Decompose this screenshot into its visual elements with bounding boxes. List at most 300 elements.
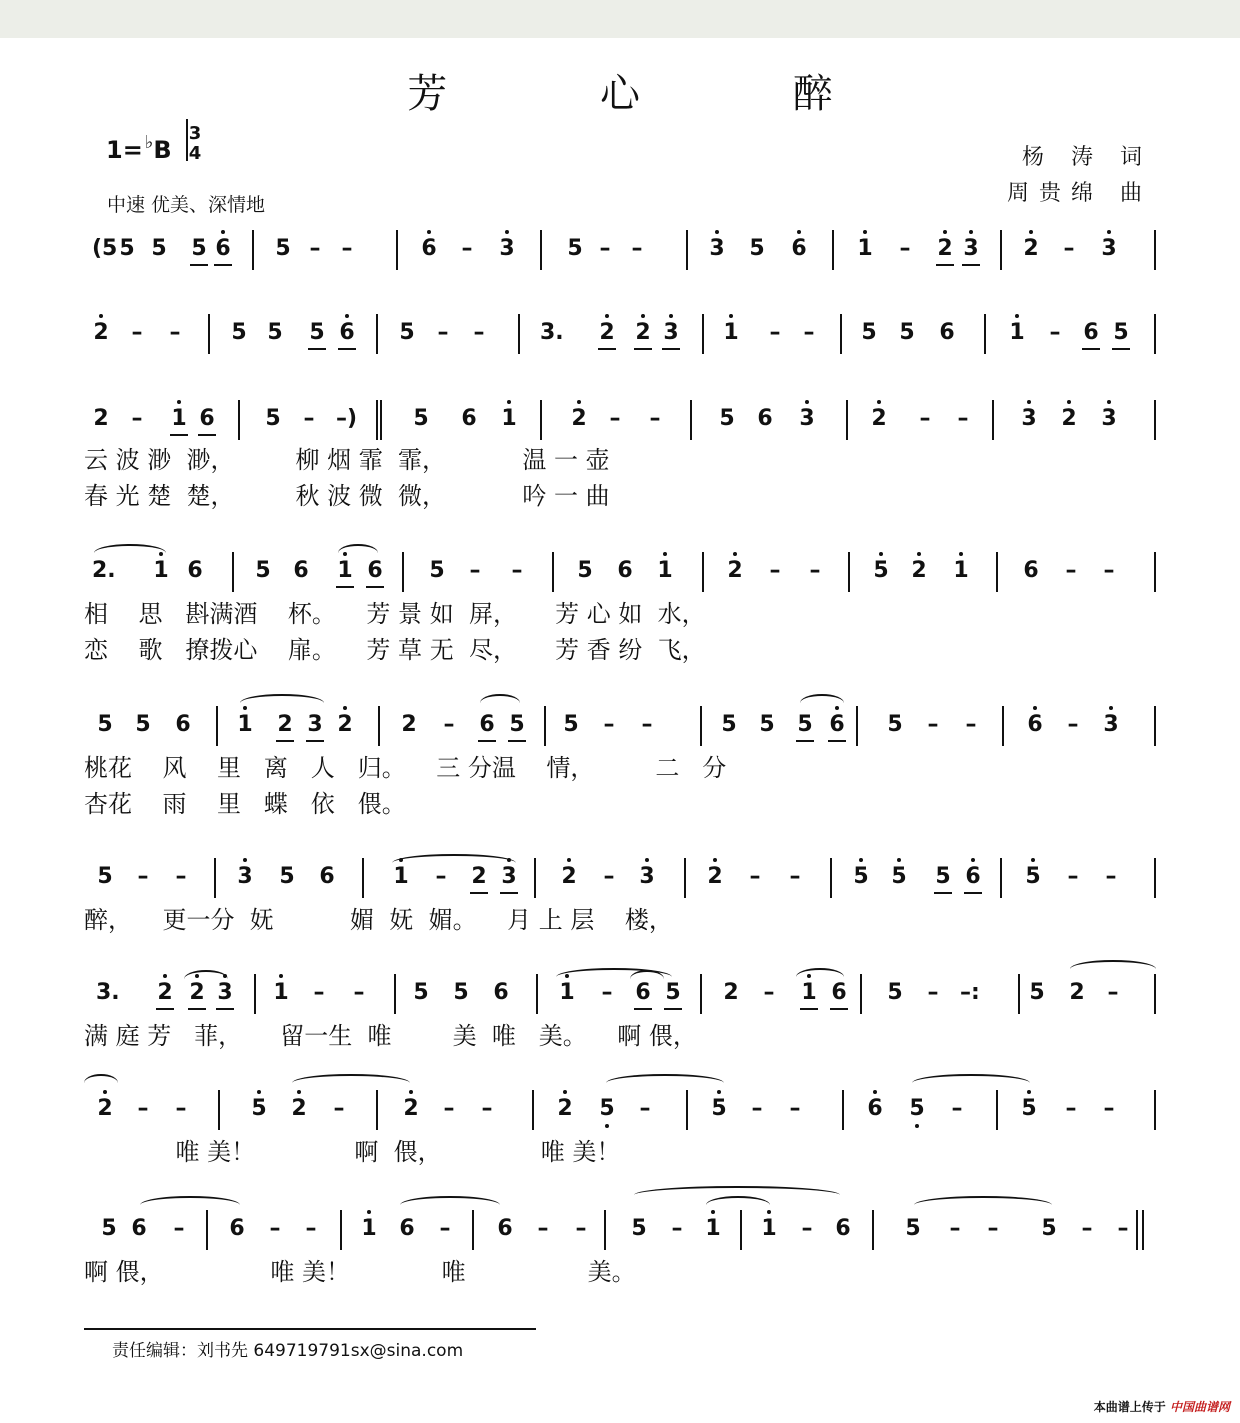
slur-mark: [94, 544, 166, 562]
bar-line: [208, 314, 210, 354]
beam-underline: [214, 264, 232, 266]
bar-line: [216, 706, 218, 746]
lyricist-credit: 杨 涛 词: [1022, 145, 1152, 170]
lyrics-line: 相 思 斟满酒 杯。 芳 景 如 屏， 芳 心 如 水，: [84, 600, 706, 628]
high-octave-dot: [577, 400, 581, 404]
time-signature: [186, 124, 204, 164]
score-note: 3: [498, 236, 516, 261]
time-bottom: 4: [188, 143, 202, 164]
bar-line: [552, 552, 554, 592]
score-note: 1: [272, 980, 290, 1005]
slur-mark: [800, 694, 844, 712]
beam-underline: [598, 348, 616, 350]
score-note: 2: [93, 406, 109, 431]
bar-line: [872, 1210, 874, 1250]
score-note: 6: [319, 864, 335, 889]
slur-mark: [338, 544, 378, 562]
score-note: 2: [401, 712, 417, 737]
top-band: [0, 0, 1240, 38]
score-note: 1: [704, 1216, 722, 1241]
score-note: –: [749, 864, 761, 889]
score-note: 5: [267, 320, 283, 345]
slur-mark: [184, 970, 228, 988]
score-note: –: [469, 558, 481, 583]
score-note: 5: [101, 1216, 117, 1241]
score-note: 2: [156, 980, 174, 1005]
score-note: 5: [710, 1096, 728, 1121]
high-octave-dot: [507, 400, 511, 404]
beam-underline: [800, 1008, 818, 1010]
high-octave-dot: [641, 314, 645, 318]
beam-underline: [198, 434, 216, 436]
high-octave-dot: [873, 1090, 877, 1094]
high-octave-dot: [645, 858, 649, 862]
score-note: 1: [656, 558, 674, 583]
score-note: –: [481, 1096, 493, 1121]
score-note: –: [511, 558, 523, 583]
score-note: 5: [908, 1096, 926, 1121]
score-note: –: [269, 1216, 281, 1241]
high-octave-dot: [1029, 230, 1033, 234]
high-octave-dot: [729, 314, 733, 318]
bar-line: [362, 858, 364, 898]
beam-underline: [936, 264, 954, 266]
score-note: 6: [131, 1216, 147, 1241]
score-note: –: [437, 320, 449, 345]
high-octave-dot: [859, 858, 863, 862]
score-note: 2: [560, 864, 578, 889]
bar-line: [536, 974, 538, 1014]
score-note: –: [601, 980, 613, 1005]
bar-line: [1000, 230, 1002, 270]
flat-symbol: ♭: [144, 132, 154, 153]
score-note: 5: [872, 558, 890, 583]
beam-underline: [188, 1008, 206, 1010]
score-note: 3: [708, 236, 726, 261]
score-note: 5: [250, 1096, 268, 1121]
high-octave-dot: [243, 858, 247, 862]
score-note: 5: [905, 1216, 921, 1241]
score-note: –: [639, 1096, 651, 1121]
score-note: 6: [497, 1216, 513, 1241]
score-note: –: [1065, 558, 1077, 583]
score-note: –: [927, 712, 939, 737]
score-note: –: [603, 864, 615, 889]
beam-underline: [962, 264, 980, 266]
bar-line: [518, 314, 520, 354]
score-note: 3: [638, 864, 656, 889]
score-note: 6: [757, 406, 773, 431]
score-note: –: [1067, 864, 1079, 889]
bar-line: [1154, 706, 1156, 746]
editor-credit: 责任编辑：刘书先 649719791sx@sina.com: [112, 1341, 464, 1361]
score-note: –: [175, 864, 187, 889]
score-note: –: [305, 1216, 317, 1241]
score-note: –: [1067, 712, 1079, 737]
score-note: 6: [939, 320, 955, 345]
high-octave-dot: [897, 858, 901, 862]
score-note: –: [1063, 236, 1075, 261]
bar-line: [340, 1210, 342, 1250]
score-note: –: [341, 236, 353, 261]
high-octave-dot: [605, 314, 609, 318]
score-note: 6: [866, 1096, 884, 1121]
score-note: –: [443, 1096, 455, 1121]
bar-line: [856, 706, 858, 746]
score-note: 2: [188, 980, 206, 1005]
score-note: –: [309, 236, 321, 261]
score-note: –: [173, 1216, 185, 1241]
score-note: 2: [634, 320, 652, 345]
score-note: 3.: [540, 320, 564, 345]
score-note: 5: [151, 236, 167, 261]
score-note: 2: [1069, 980, 1085, 1005]
score-note: 2: [706, 864, 724, 889]
score-note: 2: [723, 980, 739, 1005]
high-octave-dot: [715, 230, 719, 234]
high-octave-dot: [879, 552, 883, 556]
bar-line: [702, 314, 704, 354]
score-note: 3: [1100, 236, 1118, 261]
bar-line: [690, 400, 692, 440]
score-note: –: [439, 1216, 451, 1241]
bar-line: [860, 974, 862, 1014]
lyrics-line: 桃花 风 里 离 人 归。 三 分温 情， 二 分: [84, 754, 727, 782]
score-note: 6: [634, 980, 652, 1005]
tempo-marking: 中速 优美、深情地: [107, 194, 266, 216]
score-note: 1: [152, 558, 170, 583]
score-note: 2: [470, 864, 488, 889]
high-octave-dot: [959, 552, 963, 556]
lyrics-line: 春 光 楚 楚， 秋 波 微 微， 吟 一 曲: [84, 482, 610, 510]
score-note: –: [631, 236, 643, 261]
score-note: 5: [563, 712, 579, 737]
score-note: –: [175, 1096, 187, 1121]
score-note: 6: [229, 1216, 245, 1241]
score-note: 5: [1041, 1216, 1057, 1241]
score-note: –: [769, 320, 781, 345]
bar-line: [684, 858, 686, 898]
bar-line: [848, 552, 850, 592]
bar-line: [1154, 858, 1156, 898]
score-note: –: [751, 1096, 763, 1121]
score-note: 5: [749, 236, 765, 261]
high-octave-dot: [1107, 230, 1111, 234]
score-note: –: [537, 1216, 549, 1241]
key-signature: [106, 132, 172, 164]
score-note: –: [801, 1216, 813, 1241]
score-note: 1: [856, 236, 874, 261]
score-note: 6: [790, 236, 808, 261]
time-top: 3: [188, 123, 202, 144]
score-note: 6: [478, 712, 496, 737]
score-note: 5: [598, 1096, 616, 1121]
slur-mark: [392, 854, 516, 872]
footer-divider: [84, 1328, 536, 1330]
bar-line: [376, 1090, 378, 1130]
bar-line: [1154, 1090, 1156, 1130]
score-note: 6: [830, 980, 848, 1005]
beam-underline: [276, 740, 294, 742]
bar-line: [992, 400, 994, 440]
beam-underline: [634, 1008, 652, 1010]
score-note: –: [435, 864, 447, 889]
bar-line: [1142, 1210, 1144, 1250]
bar-line: [394, 974, 396, 1014]
score-note: 2: [570, 406, 588, 431]
high-octave-dot: [1031, 858, 1035, 862]
score-note: 6: [461, 406, 477, 431]
score-note: –: [641, 712, 653, 737]
beam-underline: [216, 1008, 234, 1010]
score-note: 3: [962, 236, 980, 261]
bar-line: [1154, 230, 1156, 270]
high-octave-dot: [733, 552, 737, 556]
slur-mark: [140, 1196, 240, 1214]
score-note: 1: [722, 320, 740, 345]
beam-underline: [336, 586, 354, 588]
score-note: 6: [1082, 320, 1100, 345]
score-note: 3: [798, 406, 816, 431]
score-note: –: [789, 1096, 801, 1121]
score-note: 6: [338, 320, 356, 345]
score-note: –: [333, 1096, 345, 1121]
slur-mark: [706, 1196, 770, 1214]
score-note: 5: [631, 1216, 647, 1241]
beam-underline: [190, 264, 208, 266]
score-note: –: [1081, 1216, 1093, 1241]
bar-line: [396, 230, 398, 270]
lyrics-line: 唯 美！ 啊 偎， 唯 美！: [84, 1138, 621, 1166]
bar-line: [984, 314, 986, 354]
high-octave-dot: [1015, 314, 1019, 318]
song-title: 芳 心 醉: [407, 71, 903, 117]
high-octave-dot: [345, 314, 349, 318]
score-note: 6: [399, 1216, 415, 1241]
slur-mark: [480, 694, 520, 712]
score-note: 6: [964, 864, 982, 889]
score-note: 5: [97, 864, 113, 889]
score-note: 5: [265, 406, 281, 431]
beam-underline: [1082, 348, 1100, 350]
score-note: 5: [508, 712, 526, 737]
bar-line: [254, 974, 256, 1014]
bar-line: [214, 858, 216, 898]
score-note: 1: [360, 1216, 378, 1241]
score-note: –: [649, 406, 661, 431]
score-note: –: [473, 320, 485, 345]
score-note: 2: [936, 236, 954, 261]
time-divider: [186, 119, 188, 161]
score-note: –: [671, 1216, 683, 1241]
high-octave-dot: [567, 858, 571, 862]
score-note: 3: [500, 864, 518, 889]
score-note: 5: [231, 320, 247, 345]
score-note: 3: [662, 320, 680, 345]
beam-underline: [308, 348, 326, 350]
high-octave-dot: [505, 230, 509, 234]
score-note: –: [949, 1216, 961, 1241]
high-octave-dot: [221, 230, 225, 234]
beam-underline: [478, 740, 496, 742]
score-note: –: [1105, 864, 1117, 889]
high-octave-dot: [367, 1210, 371, 1214]
score-note: 5: [852, 864, 870, 889]
high-octave-dot: [279, 974, 283, 978]
site-brand: 中国曲谱网: [1169, 1400, 1230, 1414]
high-octave-dot: [943, 230, 947, 234]
score-note: –: [927, 980, 939, 1005]
score-note: 5: [899, 320, 915, 345]
score-note: –: [137, 864, 149, 889]
score-note: 2: [402, 1096, 420, 1121]
score-note: 2: [336, 712, 354, 737]
bar-line: [540, 400, 542, 440]
score-note: –: [1117, 1216, 1129, 1241]
score-note: 2: [556, 1096, 574, 1121]
high-octave-dot: [663, 552, 667, 556]
score-note: 2: [96, 1096, 114, 1121]
score-note: 1: [1008, 320, 1026, 345]
score-note: 5: [796, 712, 814, 737]
score-note: –: [809, 558, 821, 583]
bar-line: [996, 552, 998, 592]
key-label: 1=: [106, 136, 143, 164]
bar-line: [846, 400, 848, 440]
high-octave-dot: [1067, 400, 1071, 404]
score-note: 2: [870, 406, 888, 431]
score-note: –: [919, 406, 931, 431]
slur-mark: [240, 694, 324, 712]
score-note: –: [987, 1216, 999, 1241]
low-octave-dot: [915, 1124, 919, 1128]
score-note: 1: [800, 980, 818, 1005]
beam-underline: [338, 348, 356, 350]
bar-line: [1154, 552, 1156, 592]
score-note: 5: [721, 712, 737, 737]
lyrics-line: 满 庭 芳 菲， 留一生 唯 美 唯 美。 啊 偎，: [84, 1022, 697, 1050]
beam-underline: [470, 892, 488, 894]
beam-underline: [634, 348, 652, 350]
slur-mark: [292, 1074, 410, 1092]
bar-line: [996, 1090, 998, 1130]
bar-line: [830, 858, 832, 898]
score-note: 5: [308, 320, 326, 345]
score-note: 5: [890, 864, 908, 889]
score-note: –): [336, 406, 358, 431]
bar-line: [544, 706, 546, 746]
key-note: B: [153, 136, 172, 164]
score-note: 1: [392, 864, 410, 889]
bar-line: [1154, 314, 1156, 354]
high-octave-dot: [863, 230, 867, 234]
bar-line: [686, 230, 688, 270]
bar-line: [376, 400, 378, 440]
score-note: –: [169, 320, 181, 345]
score-note: 3: [1102, 712, 1120, 737]
score-note: 5: [190, 236, 208, 261]
bar-line: [540, 230, 542, 270]
score-note: –: [965, 712, 977, 737]
beam-underline: [306, 740, 324, 742]
slur-mark: [1070, 960, 1156, 978]
high-octave-dot: [713, 858, 717, 862]
bar-line: [686, 1090, 688, 1130]
bar-line: [604, 1210, 606, 1250]
score-note: 1: [336, 558, 354, 583]
bar-line: [380, 400, 382, 440]
score-note: –: [603, 712, 615, 737]
slur-mark: [400, 1196, 500, 1214]
bar-line: [378, 706, 380, 746]
high-octave-dot: [1109, 706, 1113, 710]
score-note: 5: [119, 236, 135, 261]
score-note: –: [957, 406, 969, 431]
bar-line: [376, 314, 378, 354]
slur-mark: [914, 1196, 1052, 1214]
score-note: –: [609, 406, 621, 431]
low-octave-dot: [605, 1124, 609, 1128]
beam-underline: [796, 740, 814, 742]
score-note: 5: [934, 864, 952, 889]
score-note: –: [1103, 1096, 1115, 1121]
score-note: –: [789, 864, 801, 889]
bar-line: [232, 552, 234, 592]
score-note: –: [599, 236, 611, 261]
score-note: –: [131, 320, 143, 345]
beam-underline: [664, 1008, 682, 1010]
beam-underline: [830, 1008, 848, 1010]
high-octave-dot: [969, 230, 973, 234]
score-note: 1: [558, 980, 576, 1005]
score-note: 5: [135, 712, 151, 737]
bar-line: [840, 314, 842, 354]
high-octave-dot: [971, 858, 975, 862]
score-note: 6: [420, 236, 438, 261]
high-octave-dot: [177, 400, 181, 404]
bar-line: [1154, 400, 1156, 440]
score-note: 1: [952, 558, 970, 583]
score-note: 6: [617, 558, 633, 583]
high-octave-dot: [1027, 400, 1031, 404]
bar-line: [472, 1210, 474, 1250]
bar-line: [532, 1090, 534, 1130]
score-note: 2.: [92, 558, 116, 583]
score-note: –: [769, 558, 781, 583]
bar-line: [402, 552, 404, 592]
score-note: 2: [92, 320, 110, 345]
score-note: 6: [366, 558, 384, 583]
score-note: 5: [759, 712, 775, 737]
score-note: 5: [887, 980, 903, 1005]
score-note: 5: [861, 320, 877, 345]
bar-line: [1136, 1210, 1138, 1250]
score-note: –: [303, 406, 315, 431]
bar-line: [206, 1210, 208, 1250]
score-note: 2: [276, 712, 294, 737]
high-octave-dot: [563, 1090, 567, 1094]
upload-text: 本曲谱上传于: [1093, 1400, 1166, 1414]
score-note: 2: [726, 558, 744, 583]
score-note: –: [137, 1096, 149, 1121]
slur-mark: [606, 1074, 724, 1092]
score-note: 5: [275, 236, 291, 261]
bar-line: [218, 1090, 220, 1130]
bar-line: [1000, 858, 1002, 898]
beam-underline: [170, 434, 188, 436]
score-note: 5: [413, 980, 429, 1005]
upload-source: [1094, 1398, 1230, 1415]
